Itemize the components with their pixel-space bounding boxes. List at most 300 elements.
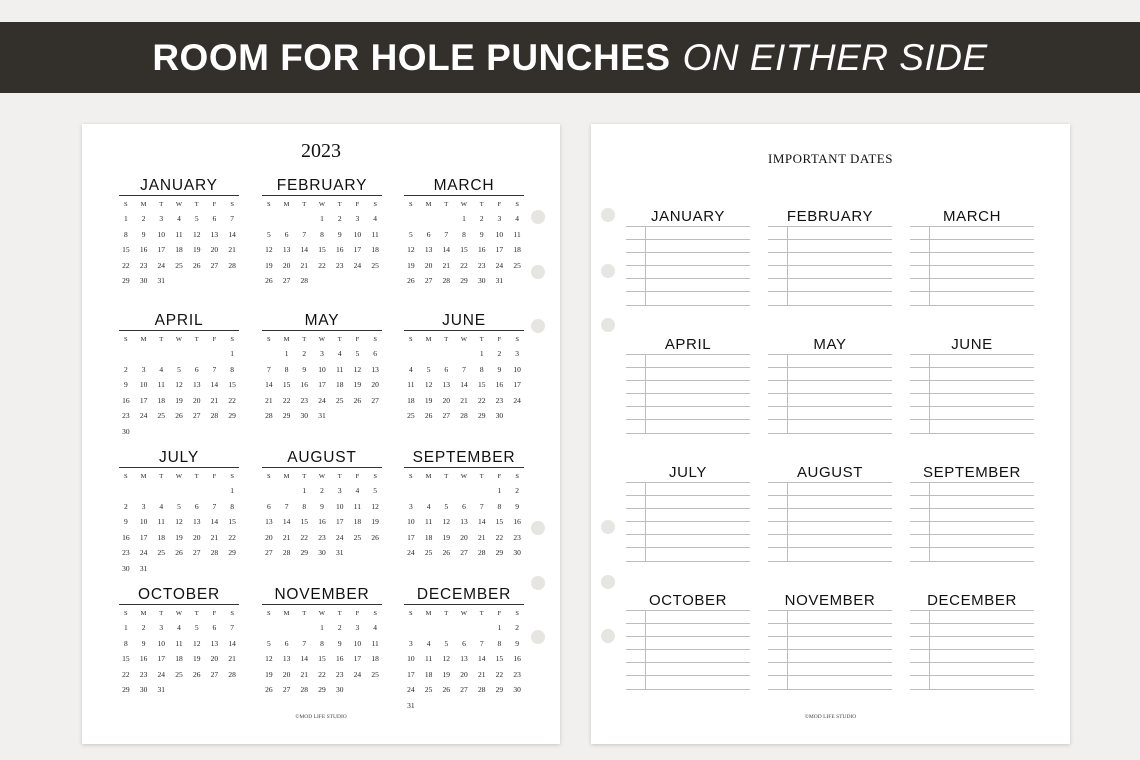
- day-cell: 27: [192, 411, 201, 420]
- day-cell: 14: [442, 245, 451, 254]
- day-cell: 16: [513, 517, 521, 526]
- day-cell: 3: [320, 349, 324, 358]
- writing-line: [626, 419, 750, 420]
- day-cell: 31: [407, 700, 415, 710]
- month-divider: [262, 604, 382, 605]
- day-cell: 27: [442, 411, 451, 420]
- writing-line: [626, 689, 750, 690]
- day-cell: 17: [495, 245, 504, 254]
- punch-hole-marker: [531, 576, 545, 590]
- day-cell: 11: [336, 364, 344, 374]
- day-cell: 29: [282, 411, 291, 420]
- weekday-label: F: [212, 201, 217, 208]
- day-cell: 17: [157, 654, 166, 663]
- day-grid: [402, 333, 526, 424]
- day-cell: 16: [477, 245, 486, 254]
- day-cell: 19: [353, 380, 362, 389]
- day-cell: 3: [141, 501, 146, 511]
- day-cell: 18: [424, 532, 433, 542]
- weekday-label: F: [497, 610, 502, 617]
- weekday-label: F: [212, 610, 217, 617]
- writing-line: [626, 305, 750, 306]
- writing-line: [768, 662, 892, 663]
- day-cell: 28: [477, 685, 486, 694]
- day-cell: 10: [353, 229, 362, 239]
- writing-line: [768, 367, 892, 368]
- month-name: OCTOBER: [648, 592, 728, 609]
- day-cell: [295, 211, 313, 227]
- day-cell: 9: [141, 638, 146, 648]
- day-cell: 14: [477, 517, 486, 526]
- day-cell: 24: [335, 532, 344, 542]
- day-cell: 20: [265, 532, 273, 542]
- day-cell: [188, 346, 206, 362]
- day-cell: 20: [282, 260, 291, 270]
- day-cell: 9: [515, 638, 519, 648]
- weekday-label: W: [460, 201, 468, 208]
- day-cell: [331, 273, 349, 289]
- writing-line: [910, 291, 1034, 292]
- writing-line: [626, 291, 750, 292]
- weekday-label: S: [230, 473, 234, 480]
- month-divider: [262, 467, 382, 468]
- weekday-label: T: [302, 610, 307, 617]
- writing-line: [768, 547, 892, 548]
- day-cell: 4: [177, 214, 181, 223]
- day-cell: 1: [284, 349, 289, 358]
- day-cell: 18: [513, 245, 521, 254]
- day-cell: 18: [175, 245, 183, 254]
- day-cell: 28: [460, 411, 468, 420]
- weekday-label: S: [373, 610, 377, 617]
- weekday-label: S: [515, 336, 519, 343]
- day-cell: 6: [462, 638, 466, 648]
- day-cell: 25: [407, 411, 415, 420]
- day-cell: 5: [426, 364, 431, 374]
- day-cell: 24: [157, 669, 166, 679]
- writing-line: [626, 521, 750, 522]
- writing-line: [768, 419, 892, 420]
- day-cell: 21: [477, 532, 486, 542]
- weekday-label: W: [175, 610, 183, 617]
- day-cell: 9: [123, 380, 128, 389]
- writing-line: [626, 649, 750, 650]
- writing-line: [910, 662, 1034, 663]
- day-cell: 23: [335, 260, 344, 270]
- day-cell: 23: [139, 669, 148, 679]
- day-cell: 14: [210, 517, 219, 526]
- day-grid: [260, 607, 384, 698]
- day-cell: 1: [320, 214, 324, 223]
- day-cell: 25: [371, 260, 379, 270]
- day-grid: [260, 198, 384, 289]
- important-dates-february: [768, 208, 892, 225]
- day-cell: 2: [141, 623, 146, 632]
- day-cell: 12: [371, 501, 379, 511]
- day-cell: 23: [477, 260, 486, 270]
- day-cell: 4: [159, 364, 164, 374]
- writing-line: [910, 252, 1034, 253]
- day-cell: 28: [300, 685, 309, 694]
- important-dates-page: [591, 124, 1070, 744]
- day-cell: 22: [495, 532, 504, 542]
- month-name: JUNE: [951, 336, 993, 353]
- credit-text: ©MOD LIFE STUDIO: [804, 714, 857, 720]
- day-cell: 29: [122, 276, 130, 285]
- day-cell: [117, 346, 135, 362]
- day-cell: 5: [408, 229, 413, 239]
- day-cell: 20: [282, 669, 291, 679]
- day-cell: 15: [318, 245, 326, 254]
- day-cell: 28: [300, 276, 309, 285]
- weekday-label: W: [175, 473, 183, 480]
- day-cell: 26: [175, 548, 183, 557]
- day-cell: 19: [442, 532, 451, 542]
- writing-line: [910, 623, 1034, 624]
- day-cell: [473, 620, 491, 636]
- weekday-label: T: [337, 473, 342, 480]
- writing-line: [910, 367, 1034, 368]
- writing-line: [626, 636, 750, 637]
- weekday-label: W: [460, 610, 468, 617]
- day-cell: 11: [175, 638, 183, 648]
- day-cell: 6: [194, 364, 199, 374]
- weekday-label: S: [515, 610, 519, 617]
- day-grid: [117, 333, 241, 439]
- day-cell: [455, 620, 473, 636]
- day-cell: 23: [318, 532, 326, 542]
- weekday-label: S: [267, 336, 271, 343]
- day-cell: 15: [122, 654, 130, 663]
- weekday-label: S: [373, 336, 377, 343]
- day-cell: 27: [282, 685, 291, 694]
- punch-hole-marker: [601, 575, 615, 589]
- day-cell: [117, 483, 135, 499]
- day-cell: [170, 424, 188, 440]
- important-dates-march: [910, 208, 1034, 225]
- day-cell: 9: [337, 638, 342, 648]
- day-cell: [366, 273, 384, 289]
- important-dates-january: [626, 208, 750, 225]
- day-cell: [188, 273, 206, 289]
- day-cell: 5: [177, 364, 181, 374]
- day-cell: 15: [460, 245, 468, 254]
- day-cell: 7: [230, 623, 234, 632]
- month-divider: [119, 195, 239, 196]
- weekday-label: W: [318, 610, 326, 617]
- day-cell: 18: [353, 517, 362, 526]
- day-cell: [170, 682, 188, 698]
- writing-line: [910, 239, 1034, 240]
- day-cell: 1: [230, 349, 234, 358]
- day-cell: [260, 346, 278, 362]
- day-cell: 12: [442, 654, 451, 663]
- writing-line: [626, 367, 750, 368]
- weekday-label: W: [318, 336, 326, 343]
- writing-line: [768, 433, 892, 434]
- day-cell: 10: [353, 638, 362, 648]
- weekday-label: T: [194, 201, 199, 208]
- month-calendar-february: [260, 177, 384, 289]
- day-cell: 6: [194, 501, 199, 511]
- punch-hole-marker: [531, 630, 545, 644]
- month-name: SEPTEMBER: [923, 464, 1021, 481]
- weekday-label: T: [159, 610, 164, 617]
- day-cell: 25: [424, 548, 433, 557]
- day-cell: 15: [477, 380, 486, 389]
- day-cell: 9: [320, 501, 324, 511]
- day-cell: 5: [266, 638, 271, 648]
- day-cell: [313, 273, 331, 289]
- day-cell: 25: [513, 260, 521, 270]
- day-cell: [473, 483, 491, 499]
- day-cell: 4: [159, 501, 164, 511]
- day-cell: 4: [373, 623, 377, 632]
- day-cell: 29: [477, 411, 486, 420]
- day-cell: [223, 424, 241, 440]
- day-cell: 30: [495, 411, 504, 420]
- weekday-label: M: [425, 201, 432, 208]
- day-cell: 21: [300, 260, 309, 270]
- day-cell: [206, 273, 224, 289]
- writing-line: [626, 610, 750, 611]
- day-cell: 30: [122, 426, 130, 436]
- writing-line: [910, 561, 1034, 562]
- writing-line: [768, 354, 892, 355]
- month-divider: [119, 604, 239, 605]
- day-cell: 19: [442, 669, 451, 679]
- day-cell: 30: [139, 276, 148, 285]
- day-cell: [349, 408, 367, 424]
- day-cell: 27: [282, 276, 291, 285]
- day-cell: [366, 682, 384, 698]
- weekday-label: T: [337, 336, 342, 343]
- day-cell: 5: [444, 638, 449, 648]
- month-name: JANUARY: [140, 177, 218, 194]
- weekday-label: T: [479, 201, 484, 208]
- day-cell: 20: [192, 395, 201, 405]
- day-cell: 19: [407, 260, 415, 270]
- day-cell: [223, 561, 241, 577]
- weekday-label: T: [159, 201, 164, 208]
- day-cell: 24: [353, 260, 362, 270]
- weekday-label: S: [373, 201, 377, 208]
- day-cell: 18: [175, 654, 183, 663]
- writing-line: [768, 689, 892, 690]
- month-name: JANUARY: [651, 208, 725, 225]
- day-cell: 4: [408, 364, 413, 374]
- day-cell: 24: [139, 548, 148, 557]
- weekday-label: F: [497, 336, 502, 343]
- day-cell: 29: [228, 548, 236, 557]
- day-cell: 19: [175, 532, 183, 542]
- day-cell: [402, 620, 420, 636]
- day-cell: 11: [157, 517, 165, 526]
- day-cell: 13: [282, 654, 291, 663]
- day-cell: 9: [479, 229, 484, 239]
- day-cell: 8: [284, 364, 289, 374]
- day-cell: 12: [265, 245, 273, 254]
- weekday-label: M: [283, 336, 290, 343]
- day-grid: [402, 470, 526, 561]
- day-cell: 8: [462, 229, 466, 239]
- day-cell: [206, 346, 224, 362]
- day-cell: 13: [424, 245, 433, 254]
- month-divider: [404, 467, 524, 468]
- day-cell: 1: [123, 214, 128, 223]
- writing-line: [910, 278, 1034, 279]
- day-cell: 18: [157, 395, 166, 405]
- writing-line: [768, 623, 892, 624]
- day-cell: 31: [139, 563, 148, 573]
- day-cell: 16: [300, 380, 309, 389]
- day-cell: 6: [444, 364, 449, 374]
- day-grid: [402, 607, 526, 713]
- day-cell: 15: [300, 517, 309, 526]
- day-cell: 22: [300, 532, 309, 542]
- day-cell: [349, 545, 367, 561]
- yearly-calendar-page: [82, 124, 560, 744]
- banner-bold-text: ROOM FOR HOLE PUNCHES: [152, 36, 671, 78]
- day-cell: 29: [300, 548, 309, 557]
- day-cell: 22: [460, 260, 468, 270]
- day-cell: [278, 211, 296, 227]
- writing-line: [910, 495, 1034, 496]
- day-cell: 3: [497, 214, 502, 223]
- day-cell: 13: [371, 364, 379, 374]
- day-cell: [437, 483, 455, 499]
- day-cell: 15: [122, 245, 130, 254]
- day-grid: [402, 198, 526, 289]
- day-cell: 19: [424, 395, 433, 405]
- weekday-label: T: [337, 610, 342, 617]
- day-cell: 21: [210, 395, 219, 405]
- month-name: FEBRUARY: [786, 208, 874, 225]
- writing-line: [768, 675, 892, 676]
- day-cell: 30: [513, 548, 521, 557]
- month-divider: [119, 330, 239, 331]
- month-name: FEBRUARY: [276, 177, 368, 194]
- day-cell: 12: [424, 380, 433, 389]
- month-calendar-january: [117, 177, 241, 289]
- day-cell: [152, 483, 170, 499]
- month-calendar-july: [117, 449, 241, 576]
- weekday-label: S: [230, 610, 234, 617]
- day-cell: 16: [122, 532, 130, 542]
- month-name: MARCH: [433, 177, 495, 194]
- writing-line: [768, 252, 892, 253]
- writing-line: [626, 239, 750, 240]
- day-cell: 7: [479, 638, 484, 648]
- writing-line: [626, 675, 750, 676]
- day-cell: [170, 346, 188, 362]
- day-cell: 4: [177, 623, 181, 632]
- month-calendar-november: [260, 586, 384, 698]
- day-cell: 16: [318, 517, 326, 526]
- day-cell: [473, 698, 491, 714]
- day-cell: 23: [122, 548, 130, 557]
- day-cell: 23: [300, 395, 309, 405]
- day-cell: 15: [282, 380, 291, 389]
- weekday-label: T: [302, 201, 307, 208]
- weekday-label: T: [194, 473, 199, 480]
- writing-line: [910, 406, 1034, 407]
- day-cell: [170, 483, 188, 499]
- year-title: 2023: [301, 140, 341, 162]
- day-cell: [135, 424, 153, 440]
- day-cell: 3: [408, 638, 413, 648]
- day-cell: 16: [513, 654, 521, 663]
- day-cell: 7: [266, 364, 271, 374]
- writing-line: [768, 508, 892, 509]
- month-name: MAY: [813, 336, 847, 353]
- day-cell: 4: [373, 214, 377, 223]
- day-cell: 22: [318, 260, 326, 270]
- day-cell: 12: [192, 638, 201, 648]
- writing-line: [910, 675, 1034, 676]
- day-cell: 1: [320, 623, 324, 632]
- day-cell: 29: [460, 276, 468, 285]
- writing-line: [910, 636, 1034, 637]
- day-cell: 4: [355, 486, 360, 495]
- day-cell: 20: [460, 669, 468, 679]
- day-cell: 26: [371, 532, 379, 542]
- weekday-label: T: [444, 336, 449, 343]
- day-cell: 7: [212, 364, 217, 374]
- day-cell: 31: [318, 411, 326, 420]
- day-cell: 26: [192, 260, 201, 270]
- writing-line: [626, 433, 750, 434]
- weekday-label: T: [444, 610, 449, 617]
- day-cell: [437, 211, 455, 227]
- day-cell: 17: [353, 654, 362, 663]
- month-calendar-august: [260, 449, 384, 561]
- month-calendar-may: [260, 312, 384, 424]
- weekday-label: S: [409, 201, 413, 208]
- day-cell: 10: [318, 364, 326, 374]
- day-cell: 3: [337, 486, 342, 495]
- day-cell: [402, 483, 420, 499]
- month-name: JULY: [669, 464, 707, 481]
- day-cell: 24: [495, 260, 504, 270]
- weekday-label: S: [230, 201, 234, 208]
- weekday-label: T: [479, 610, 484, 617]
- credit-text: ©MOD LIFE STUDIO: [295, 714, 347, 720]
- day-cell: 9: [123, 517, 128, 526]
- day-cell: 6: [462, 501, 466, 511]
- day-cell: 6: [212, 623, 217, 632]
- day-cell: 8: [123, 229, 128, 239]
- day-cell: 30: [477, 276, 486, 285]
- day-cell: 23: [139, 260, 148, 270]
- day-cell: 21: [265, 395, 273, 405]
- day-cell: 17: [139, 395, 148, 405]
- day-cell: 19: [371, 517, 379, 526]
- writing-line: [910, 649, 1034, 650]
- weekday-label: S: [230, 336, 234, 343]
- writing-line: [768, 610, 892, 611]
- day-cell: 9: [515, 501, 519, 511]
- day-cell: 2: [515, 486, 519, 495]
- day-cell: [206, 561, 224, 577]
- weekday-label: F: [355, 336, 360, 343]
- month-calendar-december: [402, 586, 526, 713]
- day-cell: 22: [122, 669, 130, 679]
- day-cell: 15: [495, 654, 504, 663]
- day-cell: 7: [302, 638, 307, 648]
- weekday-label: S: [267, 610, 271, 617]
- day-cell: 23: [513, 669, 521, 679]
